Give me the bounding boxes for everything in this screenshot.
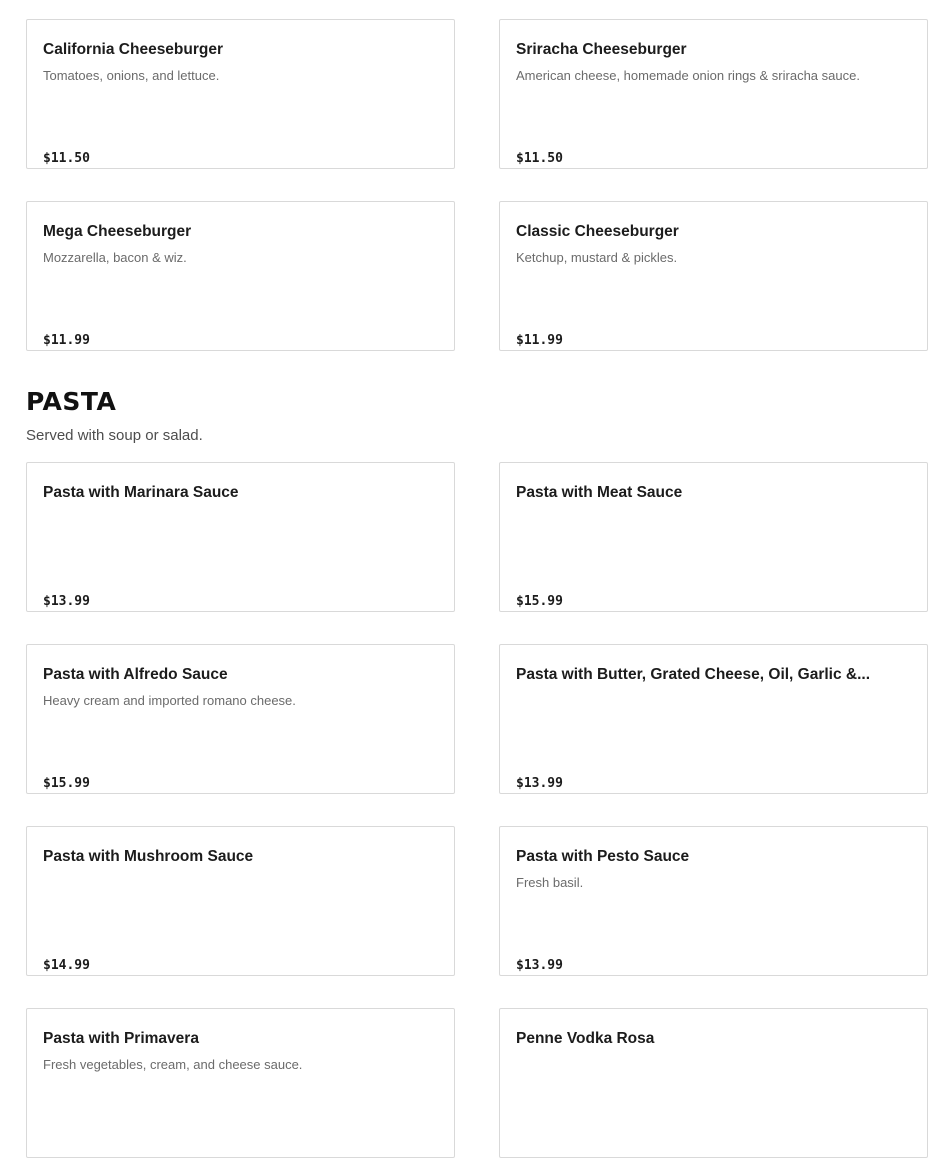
- menu-item-card[interactable]: [499, 826, 928, 976]
- menu-item-name: Mega Cheeseburger: [43, 223, 192, 240]
- menu-item-card[interactable]: [499, 201, 928, 351]
- menu-item-description: Tomatoes, onions, and lettuce.: [43, 68, 220, 83]
- menu-item-name: Classic Cheeseburger: [516, 223, 679, 240]
- section-header-pasta: [26, 387, 928, 446]
- section-title: PASTA: [26, 387, 117, 416]
- menu-item-name: Pasta with Mushroom Sauce: [43, 848, 254, 865]
- burger-items-grid: [26, 19, 928, 351]
- menu-item-price: $15.99: [516, 594, 563, 609]
- menu-item-name: Pasta with Meat Sauce: [516, 484, 683, 501]
- menu-item-price: $11.50: [516, 151, 563, 166]
- menu-item-price: $13.99: [516, 958, 563, 973]
- menu-item-name: Penne Vodka Rosa: [516, 1030, 655, 1047]
- menu-item-description: Fresh basil.: [516, 875, 584, 890]
- menu-item-price: $15.99: [43, 776, 90, 791]
- menu-item-card[interactable]: [499, 462, 928, 612]
- menu-item-description: Fresh vegetables, cream, and cheese sauce.: [43, 1057, 303, 1072]
- menu-item-card[interactable]: [26, 462, 455, 612]
- menu-item-price: $14.99: [43, 958, 90, 973]
- menu-item-card[interactable]: [499, 19, 928, 169]
- menu-item-description: Heavy cream and imported romano cheese.: [43, 693, 296, 708]
- section-subtitle: Served with soup or salad.: [26, 427, 203, 444]
- menu-item-card[interactable]: [26, 19, 455, 169]
- pasta-items-grid: [26, 462, 928, 1158]
- menu-item-card[interactable]: [26, 201, 455, 351]
- menu-item-price: $13.99: [516, 776, 563, 791]
- menu-page: [26, 0, 928, 1158]
- menu-item-card[interactable]: [26, 826, 455, 976]
- menu-item-card[interactable]: [499, 1008, 928, 1158]
- menu-item-description: Mozzarella, bacon & wiz.: [43, 250, 187, 265]
- menu-item-name: Sriracha Cheeseburger: [516, 41, 687, 58]
- menu-item-name: Pasta with Alfredo Sauce: [43, 666, 228, 683]
- menu-item-description: American cheese, homemade onion rings & sriracha sauce.: [516, 68, 860, 83]
- menu-item-name: Pasta with Butter, Grated Cheese, Oil, Garlic &...: [516, 666, 871, 683]
- menu-item-price: $11.99: [43, 333, 90, 348]
- menu-item-name: Pasta with Primavera: [43, 1030, 199, 1047]
- menu-item-card[interactable]: [26, 644, 455, 794]
- menu-item-price: $11.99: [516, 333, 563, 348]
- menu-item-name: Pasta with Pesto Sauce: [516, 848, 690, 865]
- menu-item-description: Ketchup, mustard & pickles.: [516, 250, 678, 265]
- menu-item-card[interactable]: [499, 644, 928, 794]
- menu-item-card[interactable]: [26, 1008, 455, 1158]
- menu-item-price: $13.99: [43, 594, 90, 609]
- menu-item-name: Pasta with Marinara Sauce: [43, 484, 239, 501]
- menu-item-price: $11.50: [43, 151, 90, 166]
- menu-item-name: California Cheeseburger: [43, 41, 224, 58]
